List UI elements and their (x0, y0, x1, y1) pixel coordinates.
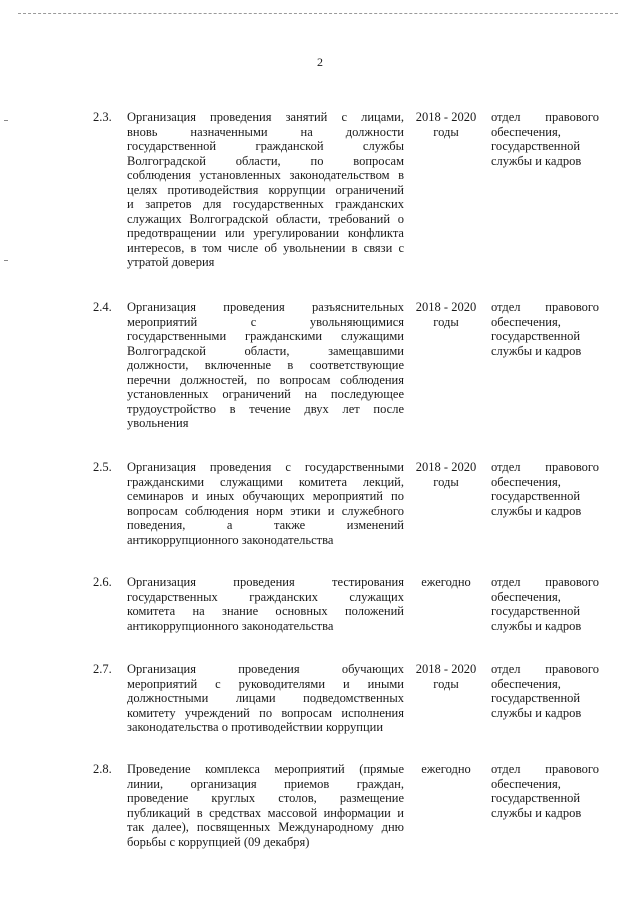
description-line: антикоррупционного законодательства (127, 532, 334, 547)
period-line: годы (433, 676, 459, 691)
responsible-line: государственной (491, 604, 581, 618)
responsible-line: службы и кадров (491, 805, 582, 820)
item-description (127, 662, 404, 735)
responsible-line: государственной (491, 329, 581, 343)
responsible-line: отдел правового (491, 762, 599, 776)
description-line: комитета на знание основных положений (127, 604, 404, 618)
scan-margin-mark (4, 120, 8, 121)
period-line: ежегодно (421, 762, 471, 776)
description-line: антикоррупционного законодательства (127, 618, 334, 633)
period-line: ежегодно (421, 575, 471, 589)
description-line: должностными лицами подведомственных (127, 691, 404, 705)
description-line: комитету учреждений по вопросам исполнения (127, 705, 404, 720)
description-line: интересов, в том числе об увольнении в связи с (127, 240, 404, 255)
description-line: Организация проведения тестирования (127, 575, 404, 589)
item-description (127, 762, 404, 849)
item-responsible (491, 460, 599, 518)
responsible-line: государственной (491, 791, 581, 805)
description-line: Организация проведения занятий с лицами, (127, 110, 404, 124)
responsible-line: государственной (491, 489, 581, 503)
item-period (410, 762, 482, 777)
responsible-line: обеспечения, (491, 314, 561, 329)
description-line: линии, организация приемов граждан, (127, 776, 404, 791)
responsible-line: службы и кадров (491, 705, 582, 720)
description-line: государственной гражданской службы (127, 139, 404, 153)
description-line: Волгоградской области, по вопросам (127, 153, 404, 168)
item-number: 2.3. (93, 110, 112, 124)
item-responsible (491, 575, 599, 633)
item-description (127, 110, 404, 270)
description-line: Волгоградской области, замещавшими (127, 343, 404, 358)
responsible-line: отдел правового (491, 110, 599, 124)
item-period (410, 460, 482, 489)
description-line: Организация проведения обучающих (127, 662, 404, 676)
responsible-line: службы и кадров (491, 618, 582, 633)
description-line: предотвращении или урегулировании конфликта (127, 226, 404, 240)
item-description (127, 575, 404, 633)
description-line: Организация проведения разъяснительных (127, 300, 404, 314)
period-line: 2018 - 2020 (415, 662, 477, 676)
description-line: гражданскими служащими комитета лекций, (127, 474, 404, 489)
item-responsible (491, 762, 599, 820)
responsible-line: службы и кадров (491, 343, 582, 358)
description-line: законодательства о противодействии коррупции (127, 720, 384, 734)
period-line: 2018 - 2020 (415, 300, 477, 314)
item-number: 2.4. (93, 300, 112, 314)
item-number: 2.5. (93, 460, 112, 474)
description-line: публикаций в средствах массовой информации и (127, 805, 404, 820)
responsible-line: обеспечения, (491, 776, 561, 791)
item-description (127, 300, 404, 431)
item-period (410, 110, 482, 139)
description-line: соблюдения установленных законодательством в (127, 168, 404, 182)
description-line: мероприятий с руководителями и иными (127, 676, 404, 691)
description-line: борьбы с коррупцией (09 декабря) (127, 834, 310, 849)
item-number: 2.8. (93, 762, 112, 776)
responsible-line: обеспечения, (491, 676, 561, 691)
description-line: целях противодействия коррупции ограничений (127, 182, 404, 197)
responsible-line: обеспечения, (491, 589, 561, 604)
item-responsible (491, 662, 599, 720)
scan-top-rule (18, 13, 618, 14)
description-line: мероприятий с увольняющимися (127, 314, 404, 329)
item-number: 2.6. (93, 575, 112, 589)
description-line: семинаров и иных обучающих мероприятий по (127, 489, 404, 503)
description-line: так далее), посвященных Международному дню (127, 820, 404, 834)
item-number: 2.7. (93, 662, 112, 676)
description-line: увольнения (127, 416, 189, 430)
responsible-line: отдел правового (491, 460, 599, 474)
period-line: годы (433, 124, 459, 139)
responsible-line: службы и кадров (491, 153, 582, 168)
description-line: должности, включенные в соответствующие (127, 358, 404, 372)
item-period (410, 575, 482, 590)
responsible-line: отдел правового (491, 300, 599, 314)
period-line: годы (433, 474, 459, 489)
item-period (410, 300, 482, 329)
scan-margin-mark (4, 260, 8, 261)
responsible-line: отдел правового (491, 575, 599, 589)
responsible-line: обеспечения, (491, 124, 561, 139)
description-line: государственными гражданскими служащими (127, 329, 404, 343)
period-line: годы (433, 314, 459, 329)
responsible-line: службы и кадров (491, 503, 582, 518)
period-line: 2018 - 2020 (415, 110, 477, 124)
description-line: поведения, а также изменений (127, 518, 404, 532)
description-line: перечни должностей, по вопросам соблюдения (127, 372, 404, 387)
description-line: трудоустройство в течение двух лет после (127, 401, 404, 416)
responsible-line: отдел правового (491, 662, 599, 676)
period-line: 2018 - 2020 (415, 460, 477, 474)
description-line: и запретов для государственных гражданских (127, 197, 404, 211)
item-responsible (491, 300, 599, 358)
responsible-line: государственной (491, 691, 581, 705)
description-line: служащих Волгоградской области, требований о (127, 211, 404, 226)
item-period (410, 662, 482, 691)
description-line: Проведение комплекса мероприятий (прямые (127, 762, 404, 776)
description-line: утратой доверия (127, 255, 215, 269)
responsible-line: обеспечения, (491, 474, 561, 489)
description-line: вопросам соблюдения норм этики и служебного (127, 503, 404, 518)
description-line: Организация проведения с государственными (127, 460, 404, 474)
item-description (127, 460, 404, 547)
page-number: 2 (317, 55, 323, 69)
responsible-line: государственной (491, 139, 581, 153)
description-line: установленных ограничений на последующее (127, 387, 404, 401)
description-line: проведение круглых столов, размещение (127, 791, 404, 805)
description-line: вновь назначенными на должности (127, 124, 404, 139)
description-line: государственных гражданских служащих (127, 589, 404, 604)
item-responsible (491, 110, 599, 168)
